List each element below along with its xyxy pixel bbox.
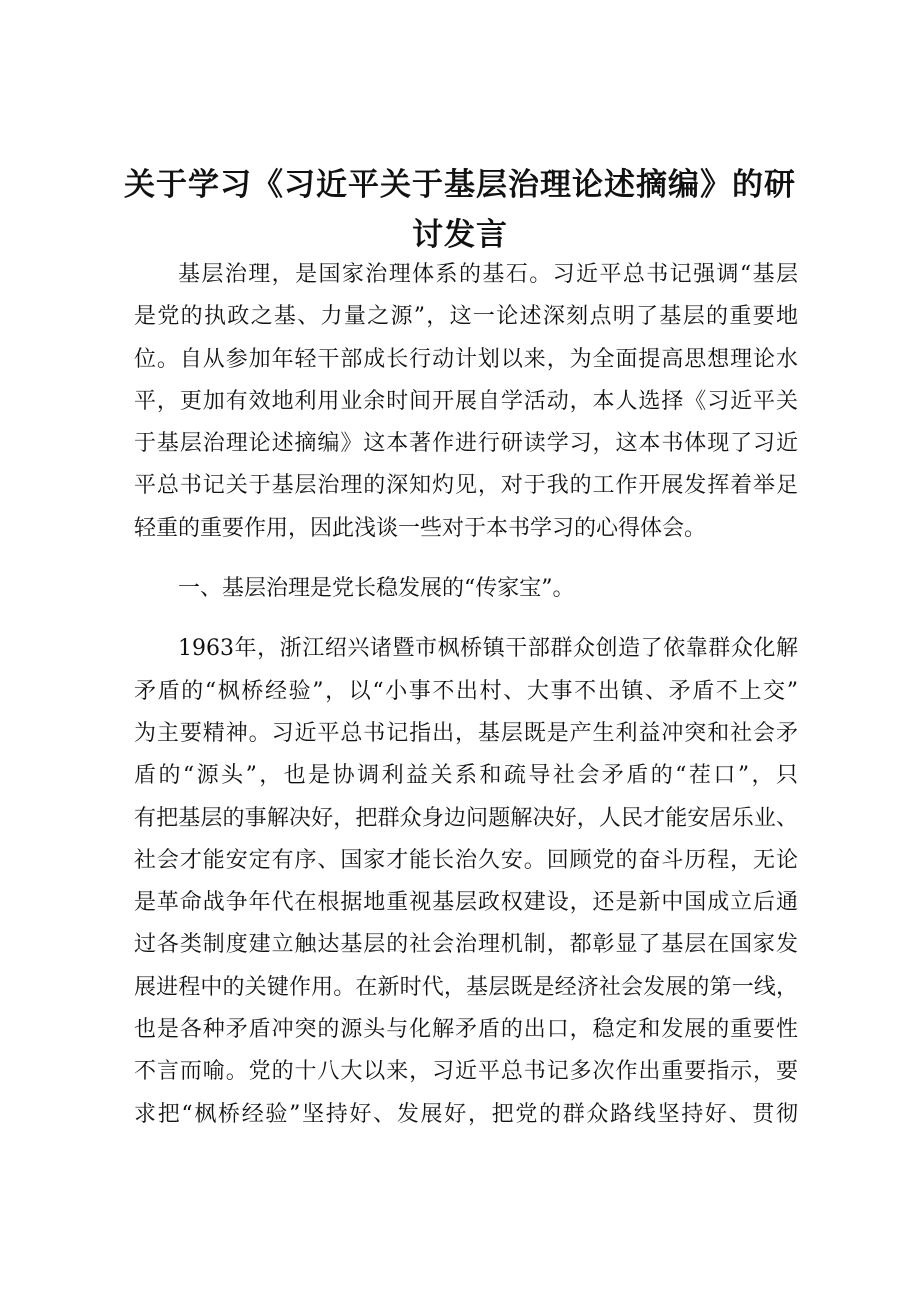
text-line: 也是各种矛盾冲突的源头与化解矛盾的出口，稳定和发展的重要性	[134, 1017, 798, 1043]
text-line: 1963年，浙江绍兴诸暨市枫桥镇干部群众创造了依靠群众化解	[178, 636, 798, 662]
text-line: 矛盾的“枫桥经验”，以“小事不出村、大事不出镇、矛盾不上交”	[134, 678, 798, 704]
text-line: 过各类制度建立触达基层的社会治理机制，都彰显了基层在国家发	[134, 932, 798, 958]
text-line: 盾的“源头”，也是协调利益关系和疏导社会矛盾的“茬口”，只	[134, 763, 798, 789]
text-line: 展进程中的关键作用。在新时代，基层既是经济社会发展的第一线，	[134, 974, 798, 1000]
document-body	[134, 254, 798, 1136]
section-heading: 一、基层治理是党长稳发展的“传家宝”。	[178, 576, 575, 602]
section-paragraph	[134, 628, 798, 1136]
text-line: 于基层治理论述摘编》这本著作进行研读学习，这本书体现了习近	[134, 431, 798, 457]
text-line: 轻重的重要作用，因此浅谈一些对于本书学习的心得体会。	[134, 515, 707, 541]
text-line: 有把基层的事解决好，把群众身边问题解决好，人民才能安居乐业、	[134, 805, 798, 831]
text-line: 是党的执政之基、力量之源”，这一论述深刻点明了基层的重要地	[134, 304, 798, 330]
title-line-1: 关于学习《习近平关于基层治理论述摘编》的研	[124, 167, 796, 203]
document-title	[120, 160, 800, 260]
text-line: 社会才能安定有序、国家才能长治久安。回顾党的奋斗历程，无论	[134, 847, 798, 873]
title-line-2: 讨发言	[412, 217, 508, 253]
intro-paragraph	[134, 254, 798, 550]
text-line: 为主要精神。习近平总书记指出，基层既是产生利益冲突和社会矛	[134, 720, 798, 746]
text-line: 位。自从参加年轻干部成长行动计划以来，为全面提高思想理论水	[134, 346, 798, 372]
text-line: 平总书记关于基层治理的深知灼见，对于我的工作开展发挥着举足	[134, 473, 798, 499]
text-line: 基层治理，是国家治理体系的基石。习近平总书记强调“基层	[178, 262, 798, 287]
text-line: 是革命战争年代在根据地重视基层政权建设，还是新中国成立后通	[134, 890, 798, 916]
text-line: 不言而喻。党的十八大以来，习近平总书记多次作出重要指示，要	[134, 1059, 798, 1085]
text-line: 求把“枫桥经验”坚持好、发展好，把党的群众路线坚持好、贯彻	[134, 1101, 798, 1127]
text-line: 平，更加有效地利用业余时间开展自学活动，本人选择《习近平关	[134, 388, 798, 414]
